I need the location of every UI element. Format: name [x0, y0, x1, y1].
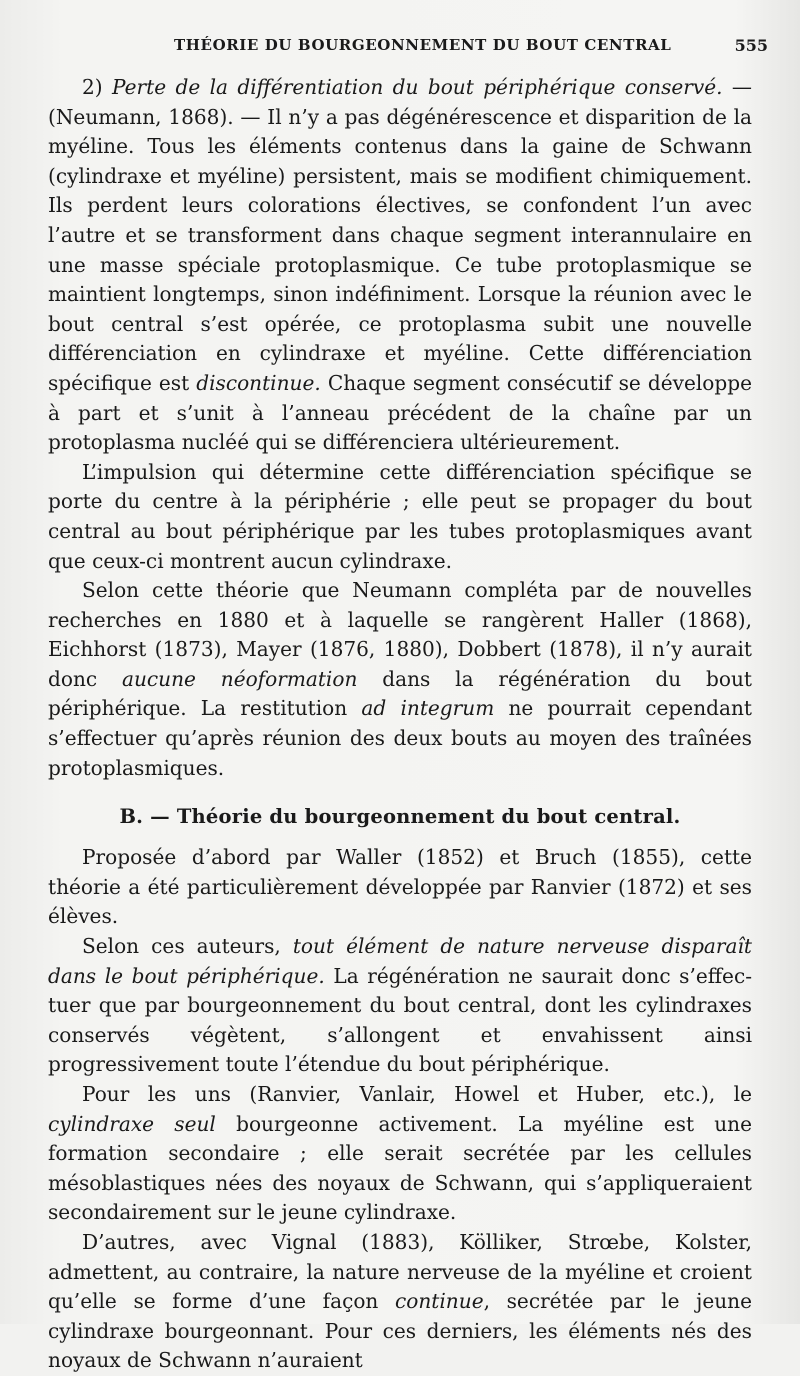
paragraph-ranvier — [48, 1080, 752, 1228]
paragraph-neumann-theory — [48, 73, 752, 458]
section-heading: B. — Théorie du bourgeonnement du bout central. — [119, 805, 681, 829]
paragraph-text: Pour les uns (Ranvier, Vanlair, Howel et Huber, etc.), le — [82, 1082, 752, 1106]
paragraph-neumann-completion — [48, 576, 752, 783]
paragraph-waller-bruch — [48, 843, 752, 932]
paragraph-text: Chaque segment consécutif se développe à part et s’unit à l’anneau précédent de la chaîne par un protoplasma nucléé qui se différenciera ultérieurement. — [48, 370, 752, 455]
paragraph-text: ne pourrait cependant s’effectuer qu’après réunion des deux bouts au moyen des traînées protoplasmiques. — [48, 696, 752, 780]
page-number: 555 — [734, 36, 768, 55]
emphasis-text: cylindraxe seul — [48, 1111, 216, 1136]
paragraph-text: Selon ces auteurs, — [82, 934, 293, 959]
paragraph-title: Perte de la différentiation du bout périphérique conservé. — [112, 75, 723, 99]
emphasis-text: tout élément de nature nerveuse disparaît dans le bout périphérique. — [48, 934, 752, 988]
paragraph-text: — (Neumann, 1868). — Il n’y a pas dégénérescence et disparition de la myéline. Tous les éléments contenus dans la gaine de Schwann (cylindraxe et myéline) persistent, mais se modifient chimiquement. Ils perdent leurs colorations électives, se confondent l’un avec l’autre et se transforment dans chaque segment interannulaire en une masse spéciale protoplasmique. Ce tube protoplasmique se maintient longtemps, sinon indéfiniment. Lorsque la réunion avec le bout central s’est opérée, ce protoplasma subit une nouvelle différenciation en cylindraxe et myéline. Cette différenciation spécifique est — [48, 75, 752, 395]
running-title: THÉORIE DU BOURGEONNEMENT DU BOUT CENTRAL — [174, 36, 672, 54]
emphasis-text: discontinue. — [196, 370, 321, 395]
paragraph-text: Proposée d’abord par Waller (1852) et Bruch (1855), cette théorie a été particulièrement développée par Ranvier (1872) et ses élèves. — [48, 845, 752, 929]
paragraph-text: , secrétée par le jeune cylindraxe bourgeonnant. Pour ces derniers, les éléments nés des noyaux de Schwann n’auraient — [48, 1289, 752, 1373]
paragraph-selon-auteurs — [48, 932, 752, 1080]
page-header — [48, 34, 768, 58]
list-marker: 2) — [82, 75, 113, 99]
body-text — [48, 73, 752, 1376]
paragraph-vignal — [48, 1228, 752, 1376]
emphasis-text: continue — [395, 1289, 484, 1314]
paragraph-impulsion — [48, 458, 752, 576]
paragraph-text: D’autres, avec Vignal (1883), Kölliker, Strœbe, Kolster, admettent, au contraire, la nature nerveuse de la myéline et croient qu’elle se forme d’une façon — [48, 1229, 752, 1314]
paragraph-text: dans la régénération du bout périphérique. La restitution — [48, 666, 752, 721]
emphasis-text: aucune néoformation — [121, 666, 358, 691]
paragraph-text: bourgeonne activement. La myéline est une formation secondaire ; elle serait secrétée par les cellules mésoblastiques nées des noyaux de Schwann, qui s’appliqueraient secondairement sur le jeune cylindraxe. — [48, 1111, 753, 1225]
paragraph-text: La régénération ne saurait donc s’effectuer que par bourgeonnement du bout central, dont les cylindraxes conservés végètent, s’allongent et envahissent ainsi progressivement toute l’étendue du bout périphérique. — [48, 963, 752, 1077]
paragraph-text: L’impulsion qui détermine cette différenciation spécifique se porte du centre à la périphérie ; elle peut se propager du bout central au bout périphérique par les tubes protoplasmiques avant que ceux-ci montrent aucun cylindraxe. — [48, 459, 752, 573]
emphasis-text: ad integrum — [361, 696, 495, 721]
paragraph-text: Selon cette théorie que Neumann compléta par de nouvelles recherches en 1880 et à laquelle se rangèrent Haller (1868), Eichhorst (1873), Mayer (1876, 1880), Dobbert (1878), il n’y aurait donc — [48, 578, 752, 691]
